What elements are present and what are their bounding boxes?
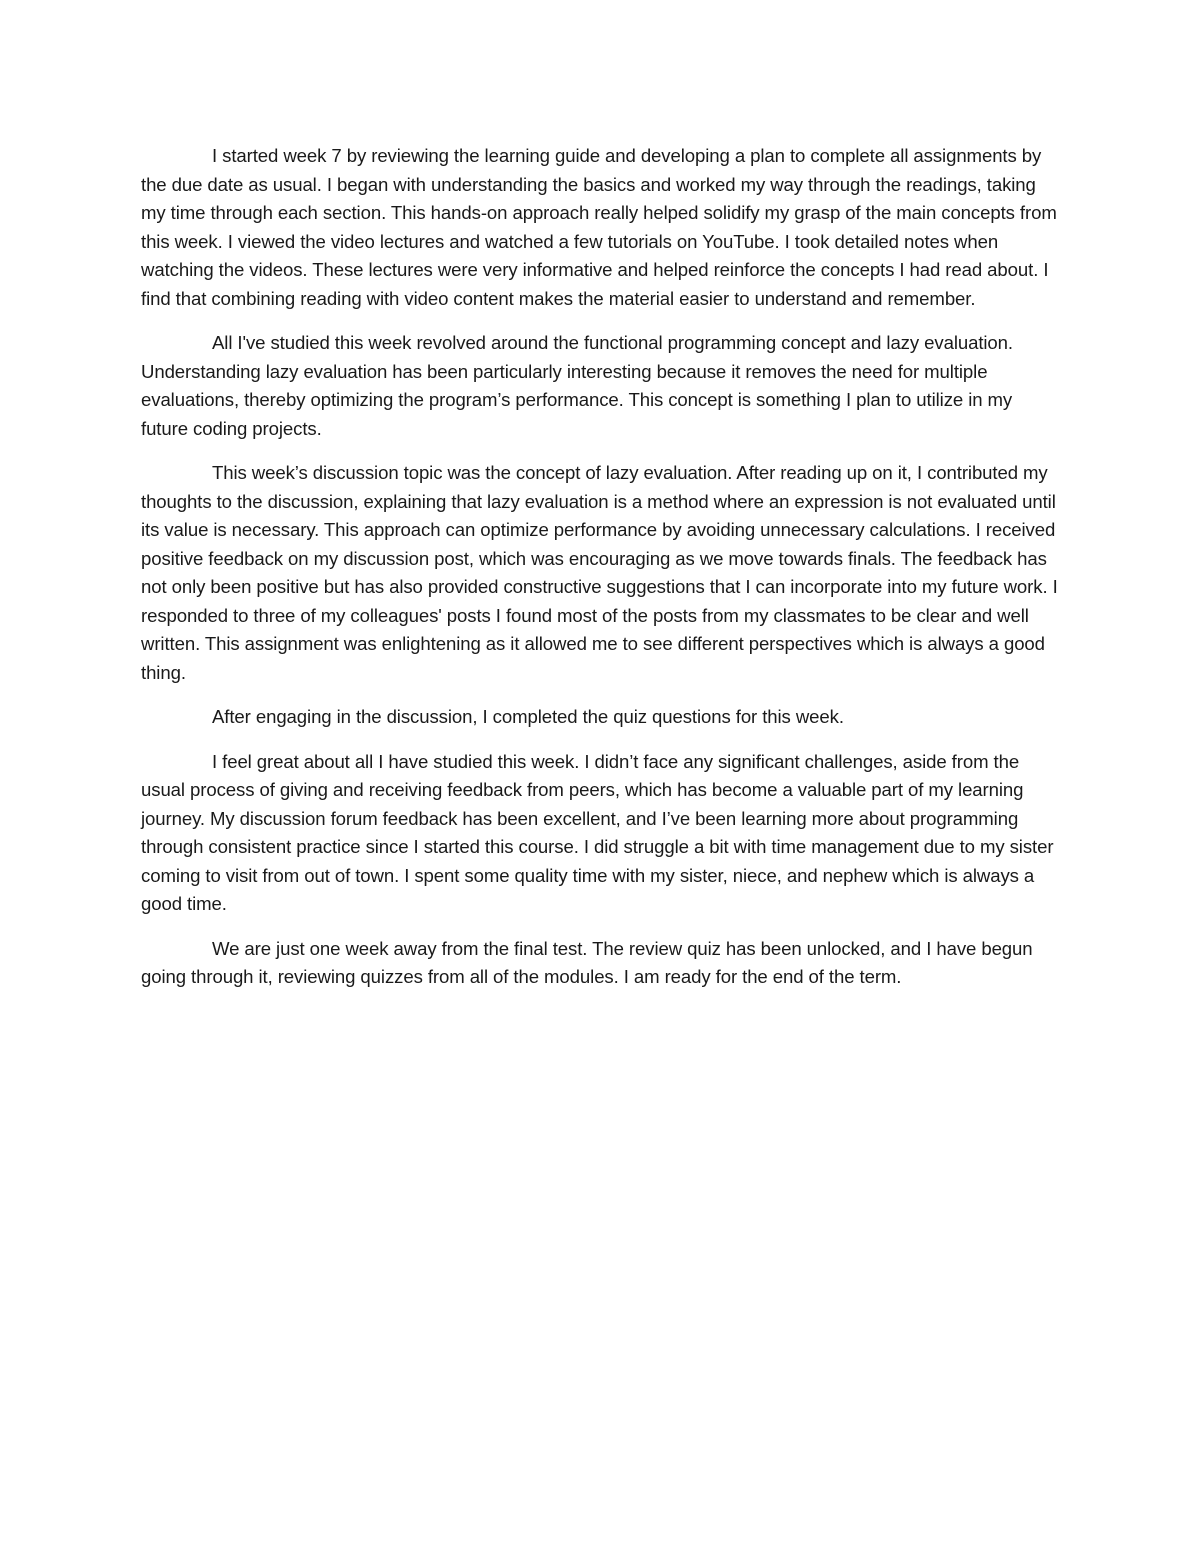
document-body — [141, 142, 1061, 1008]
paragraph-5: I feel great about all I have studied this week. I didn’t face any significant challenges, aside from the usual process of giving and receiving feedback from peers, which has become a valuable part of my learning journey. My discussion forum feedback has been excellent, and I’ve been learning more about programming through consistent practice since I started this course. I did struggle a bit with time management due to my sister coming to visit from out of town. I spent some quality time with my sister, niece, and nephew which is always a good time. — [141, 750, 1054, 914]
paragraph-3: This week’s discussion topic was the concept of lazy evaluation. After reading up on it, I contributed my thoughts to the discussion, explaining that lazy evaluation is a method where an expression is not evaluated until its value is necessary. This approach can optimize performance by avoiding unnecessary calculations. I received positive feedback on my discussion post, which was encouraging as we move towards finals. The feedback has not only been positive but has also provided constructive suggestions that I can incorporate into my future work. I responded to three of my colleagues' posts I found most of the posts from my classmates to be clear and well written. This assignment was enlightening as it allowed me to see different perspectives which is always a good thing. — [141, 462, 1058, 683]
paragraph-4: After engaging in the discussion, I completed the quiz questions for this week. — [212, 706, 844, 727]
paragraph-1: I started week 7 by reviewing the learning guide and developing a plan to complete all assignments by the due date as usual. I began with understanding the basics and worked my way through the readings, taking my time through each section. This hands-on approach really helped solidify my grasp of the main concepts from this week. I viewed the video lectures and watched a few tutorials on YouTube. I took detailed notes when watching the videos. These lectures were very informative and helped reinforce the concepts I had read about. I find that combining reading with video content makes the material easier to understand and remember. — [141, 145, 1057, 309]
paragraph-6: We are just one week away from the final test. The review quiz has been unlocked, and I have begun going through it, reviewing quizzes from all of the modules. I am ready for the end of the term. — [141, 937, 1033, 987]
paragraph-2: All I've studied this week revolved around the functional programming concept and lazy evaluation. Understanding lazy evaluation has been particularly interesting because it removes the need for multiple evaluations, thereby optimizing the program’s performance. This concept is something I plan to utilize in my future coding projects. — [141, 332, 1013, 439]
